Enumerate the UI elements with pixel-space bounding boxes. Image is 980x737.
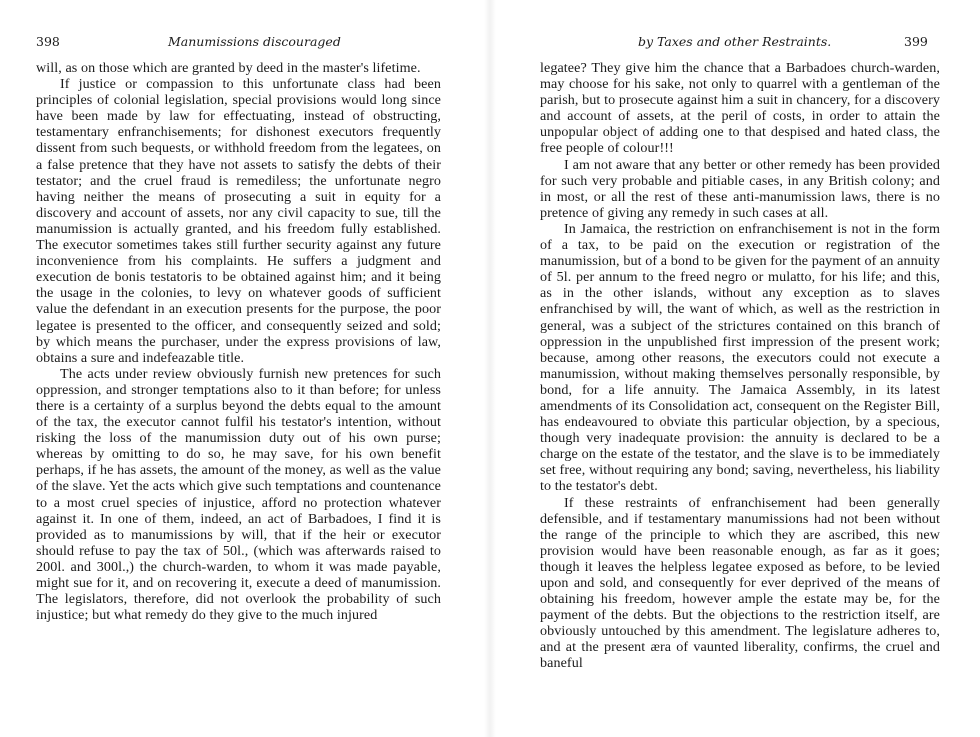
- left-page: [0, 0, 480, 737]
- page-body: [36, 60, 441, 623]
- paragraph: If justice or compassion to this unfortunate class had been principles of colonial legislation, special provisions would long since have been made by law for effectuating, instead of obstructing, testamentary enfranchisements; for dishonest executors frequently dissent from such bequests, or withhold freedom from the legatees, on a false pretence that they have not assets to satisfy the debts of their testator; and the cruel fraud is remediless; the unfortunate negro having neither the means of prosecuting a suit in equity for a discovery and account of assets, nor any civil capacity to sue, till the manumission is actually granted, and his freedom fully established. The executor sometimes takes still further security against any future inconvenience from his complaints. He suffers a judgment and execution de bonis testatoris to be obtained against him; and it being the usage in the colonies, to levy on whatever goods of sufficient value the defendant in an execution presents for the purpose, the poor legatee is presented to the officer, and consequently seized and sold; by which means the purchaser, under the express provisions of law, obtains a sure and indefeazable title.: [36, 76, 441, 366]
- paragraph: legatee? They give him the chance that a Barbadoes church-warden, may choose for his sake, not only to quarrel with a gentleman of the parish, but to prosecute against him a suit in chancery, for a discovery and account of assets, at the peril of costs, in order to attain the unpopular object of adding one to that despised and hated class, the free people of colour!!!: [540, 60, 940, 157]
- running-title: Manumissions discouraged: [168, 34, 341, 49]
- paragraph: In Jamaica, the restriction on enfranchisement is not in the form of a tax, to be paid on the execution or registration of the manumission, but of a bond to be given for the payment of an annuity of 5l. per annum to the freed negro or mulatto, for his life; and this, as in the other islands, without any exception as to slaves enfranchised by will, the want of which, as well as the restriction in general, was a subject of the strictures contained on this branch of oppression in the unpublished first impression of the present work; because, among other reasons, the executors could not execute a manumission, without making themselves personally responsible, by bond, for a life annuity. The Jamaica Assembly, in its latest amendments of its Consolidation act, consequent on the Register Bill, has endeavoured to obviate this particular objection, by a specious, though very inadequate provision: the annuity is declared to be a charge on the estate of the testator, and the slave is to be immediately set free, without requiring any bond; saving, nevertheless, his liability to the testator's debt.: [540, 220, 940, 495]
- paragraph: I am not aware that any better or other remedy has been provided for such very probable and pitiable cases, in any British colony; and in most, or all the rest of these anti-manumission laws, there is no pretence of giving any remedy in such cases at all.: [540, 156, 940, 221]
- page-number: 399: [904, 34, 928, 49]
- right-page: [500, 0, 980, 737]
- paragraph: will, as on those which are granted by deed in the master's lifetime.: [36, 60, 421, 76]
- page-body: [540, 60, 940, 672]
- book-gutter: [484, 0, 496, 737]
- running-title: by Taxes and other Restraints.: [638, 34, 832, 49]
- paragraph: If these restraints of enfranchisement had been generally defensible, and if testamentary manumissions had not been without the range of the principle to which they are ascribed, this new provision would have been reasonable enough, as far as it goes; though it leaves the helpless legatee exposed as before, to be levied upon and sold, and consequently for ever deprived of the means of obtaining his freedom, however ample the estate may be, for the payment of the debts. But the objections to the restriction itself, are obviously untouched by this amendment. The legislature adheres to, and at the present æra of vaunted liberality, confirms, the cruel and baneful: [540, 494, 940, 672]
- paragraph: The acts under review obviously furnish new pretences for such oppression, and stronger temptations also to it than before; for unless there is a certainty of a surplus beyond the debts equal to the amount of the tax, the executor cannot fulfil his testator's intention, without risking the loss of the manumission duty out of his own purse; whereas by omitting to do so, he may save, for his own benefit perhaps, if he has assets, the amount of the money, as well as the value of the slave. Yet the acts which give such temptations and countenance to a most cruel species of injustice, afford no protection whatever against it. In one of them, indeed, an act of Barbadoes, I find it is provided as to manumissions by will, that if the heir or executor should refuse to pay the tax of 50l., (which was afterwards raised to 200l. and 300l.,) the church-warden, to whom it was made payable, might sue for it, and on recovering it, execute a deed of manumission. The legislators, therefore, did not overlook the probability of such injustice; but what remedy do they give to the much injured: [36, 365, 441, 624]
- page-number: 398: [36, 34, 60, 49]
